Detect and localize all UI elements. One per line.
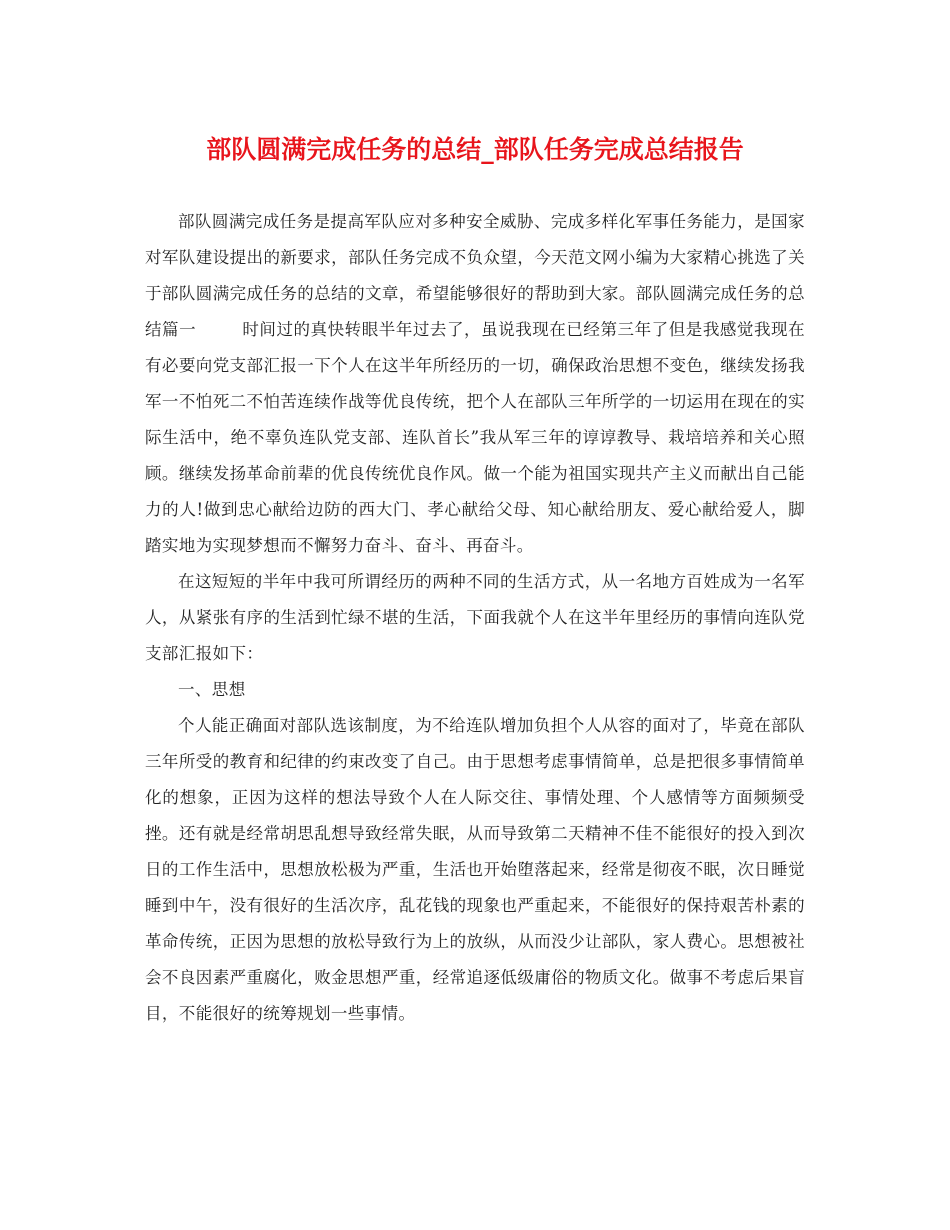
paragraph-thought: 个人能正确面对部队选该制度，为不给连队增加负担个人从容的面对了，毕竟在部队三年所受的教育和纪律的约束改变了自己。由于思想考虑事情简单，总是把很多事情简单化的想象，正因为这样的想法导致个人在人际交往、事情处理、个人感情等方面频频受挫。还有就是经常胡思乱想导致经常失眠，从而导致第二天精神不佳不能很好的投入到次日的工作生活中，思想放松极为严重，生活也开始堕落起来，经常是彻夜不眠，次日睡觉睡到中午，没有很好的生活次序，乱花钱的现象也严重起来，不能很好的保持艰苦朴素的革命传统，正因为思想的放松导致行为上的放纵，从而没少让部队，家人费心。思想被社会不良因素严重腐化，败金思想严重，经常追逐低级庸俗的物质文化。做事不考虑后果盲目，不能很好的统筹规划一些事情。 bbox=[145, 716, 805, 1023]
section-heading-thought: 一、思想 bbox=[178, 680, 246, 699]
paragraph-intro-lead: 部队圆满完成任务是提高军队应对多种安全威胁、完成多样化军事任务能力，是国家对军队建设提出的新要求，部队任务完成不负众望，今天范文网小编为大家精心挑选了关于部队圆满完成任务的总结的文章，希望能够很好的帮助到大家。部队圆满完成任务的总结篇一 bbox=[145, 212, 805, 339]
paragraph-two-lifestyles: 在这短短的半年中我可所谓经历的两种不同的生活方式，从一名地方百姓成为一名军人，从紧张有序的生活到忙绿不堪的生活，下面我就个人在这半年里经历的事情向连队党支部汇报如下： bbox=[145, 572, 805, 663]
paragraph-intro bbox=[145, 204, 805, 564]
document-body bbox=[145, 204, 805, 1032]
document-title: 部队圆满完成任务的总结_部队任务完成总结报告 bbox=[206, 135, 744, 164]
paragraph-intro-rest: 时间过的真快转眼半年过去了，虽说我现在已经第三年了但是我感觉我现在有必要向党支部汇报一下个人在这半年所经历的一切，确保政治思想不变色，继续发扬我军一不怕死二不怕苦连续作战等优良传统，把个人在部队三年所学的一切运用在现在的实际生活中，绝不辜负连队党支部、连队首长”我从军三年的谆谆教导、栽培培养和关心照顾。继续发扬革命前辈的优良传统优良作风。做一个能为祖国实现共产主义而献出自己能力的人!做到忠心献给边防的西大门、孝心献给父母、知心献给朋友、爱心献给爱人，脚踏实地为实现梦想而不懈努力奋斗、奋斗、再奋斗。 bbox=[145, 320, 805, 555]
